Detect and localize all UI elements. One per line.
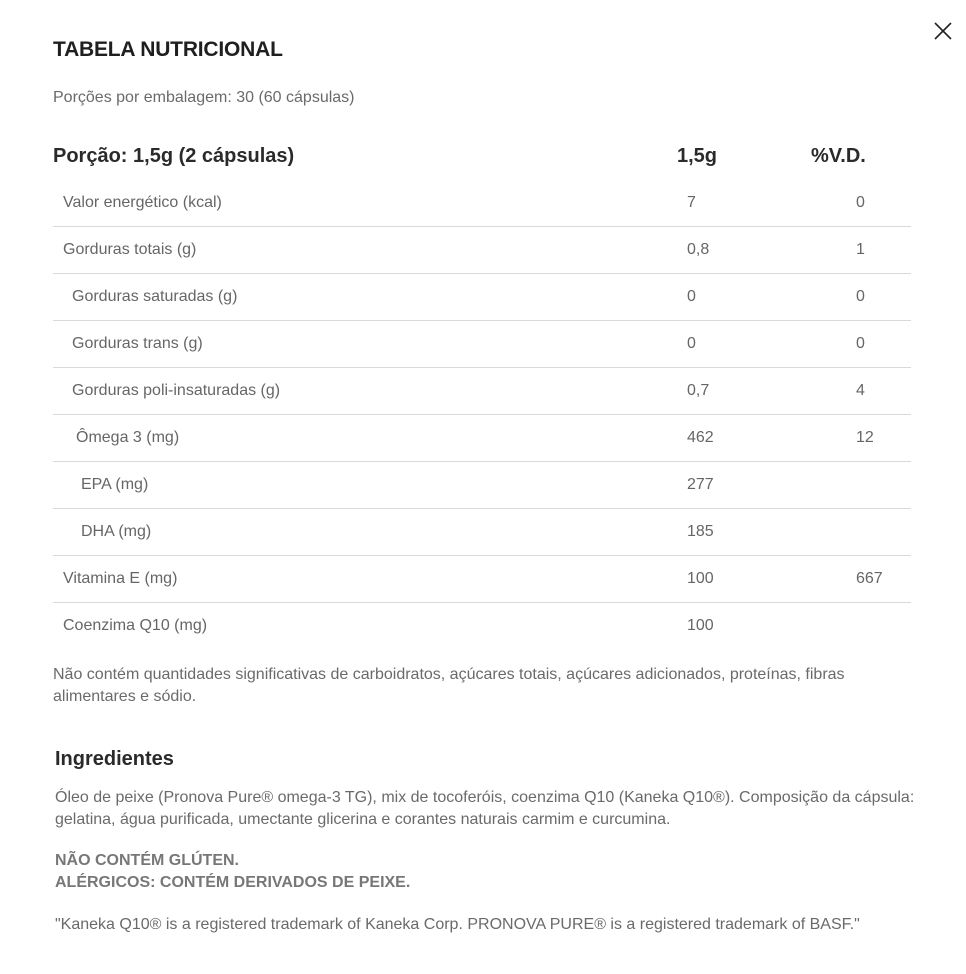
table-row bbox=[53, 321, 911, 368]
row-nutrient: Gorduras totais (g) bbox=[63, 241, 197, 258]
row-dv: 0 bbox=[856, 194, 865, 211]
row-nutrient: Gorduras saturadas (g) bbox=[72, 288, 238, 305]
table-row bbox=[53, 368, 911, 415]
trademark-notice: "Kaneka Q10® is a registered trademark of Kaneka Corp. PRONOVA PURE® is a registered trademark of BASF." bbox=[55, 916, 860, 933]
table-row bbox=[53, 603, 911, 649]
row-dv: 1 bbox=[856, 241, 865, 258]
table-header bbox=[53, 134, 911, 180]
row-nutrient: Ômega 3 (mg) bbox=[76, 429, 180, 446]
ingredients-title: Ingredientes bbox=[55, 748, 174, 770]
row-dv: 4 bbox=[856, 382, 865, 399]
row-dv: 0 bbox=[856, 288, 865, 305]
row-amount: 462 bbox=[687, 429, 714, 446]
header-amount: 1,5g bbox=[677, 145, 718, 167]
gluten-warning: NÃO CONTÉM GLÚTEN. bbox=[55, 852, 239, 869]
ingredients-text: Óleo de peixe (Pronova Pure® omega-3 TG), mix de tocoferóis, coenzima Q10 (Kaneka Q10®). Composição da cápsula: gelatina, água purificada, umectante glicerina e corantes naturais carmim e curcumina. bbox=[55, 789, 915, 828]
table-row bbox=[53, 415, 911, 462]
nutrition-note: Não contém quantidades significativas de carboidratos, açúcares totais, açúcares adicionados, proteínas, fibras alimentares e sódio. bbox=[53, 666, 845, 705]
table-row bbox=[53, 274, 911, 321]
row-amount: 100 bbox=[687, 570, 714, 587]
row-amount: 100 bbox=[687, 617, 714, 634]
row-amount: 7 bbox=[687, 194, 696, 211]
allergen-warning: ALÉRGICOS: CONTÉM DERIVADOS DE PEIXE. bbox=[55, 874, 411, 891]
table-row bbox=[53, 462, 911, 509]
row-amount: 0 bbox=[687, 288, 696, 305]
row-nutrient: Vitamina E (mg) bbox=[63, 570, 178, 587]
header-portion: Porção: 1,5g (2 cápsulas) bbox=[53, 145, 295, 167]
row-amount: 0 bbox=[687, 335, 696, 352]
page-title: TABELA NUTRICIONAL bbox=[53, 38, 283, 61]
row-nutrient: Gorduras trans (g) bbox=[72, 335, 203, 352]
close-button[interactable] bbox=[932, 20, 954, 42]
header-dv: %V.D. bbox=[811, 145, 866, 167]
row-nutrient: Valor energético (kcal) bbox=[63, 194, 222, 211]
row-nutrient: Gorduras poli-insaturadas (g) bbox=[72, 382, 281, 399]
table-row bbox=[53, 556, 911, 603]
table-row bbox=[53, 509, 911, 556]
row-amount: 0,8 bbox=[687, 241, 710, 258]
close-icon bbox=[932, 20, 954, 42]
row-amount: 185 bbox=[687, 523, 714, 540]
servings-text: Porções por embalagem: 30 (60 cápsulas) bbox=[53, 89, 355, 106]
nutrition-table bbox=[53, 134, 911, 649]
row-amount: 0,7 bbox=[687, 382, 710, 399]
table-row bbox=[53, 180, 911, 227]
row-nutrient: EPA (mg) bbox=[81, 476, 149, 493]
table-row bbox=[53, 227, 911, 274]
row-dv: 667 bbox=[856, 570, 883, 587]
row-dv: 12 bbox=[856, 429, 874, 446]
row-dv: 0 bbox=[856, 335, 865, 352]
row-nutrient: DHA (mg) bbox=[81, 523, 152, 540]
row-nutrient: Coenzima Q10 (mg) bbox=[63, 617, 208, 634]
row-amount: 277 bbox=[687, 476, 714, 493]
